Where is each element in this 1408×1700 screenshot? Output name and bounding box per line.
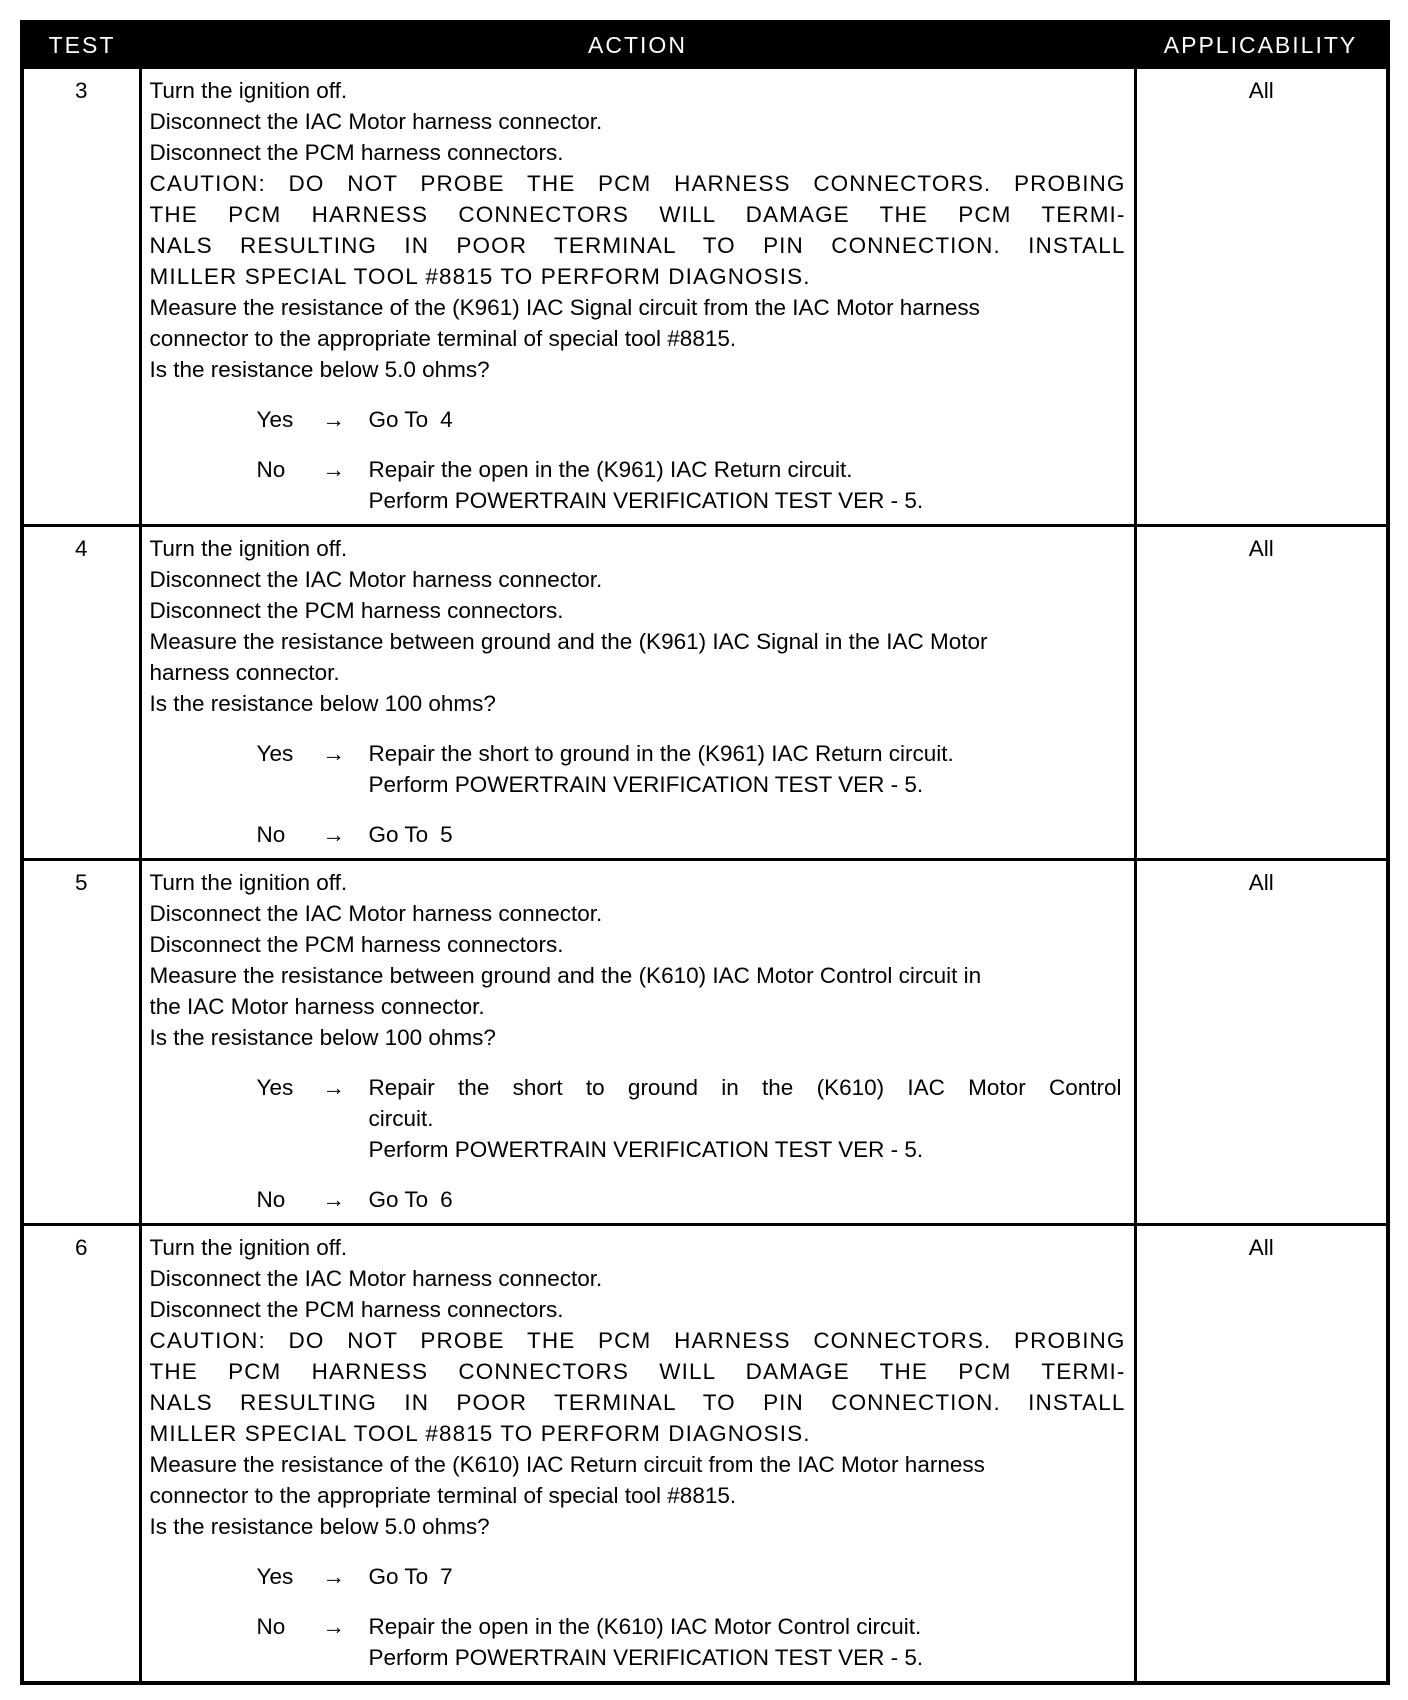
action-step: Turn the ignition off. [149,870,348,895]
verification-instruction: Perform POWERTRAIN VERIFICATION TEST VER - 5. [368,1137,924,1162]
yes-label: Yes [256,1564,294,1589]
no-answer [150,1611,1126,1673]
no-answer [150,819,1126,850]
caution-line: CAUTION: DO NOT PROBE THE PCM HARNESS CONNECTORS. PROBING [149,1328,1126,1353]
verification-instruction: Perform POWERTRAIN VERIFICATION TEST VER - 5. [368,1645,924,1670]
measure-instruction: Measure the resistance of the (K610) IAC Return circuit from the IAC Motor harness [149,1452,985,1477]
arrow-icon: → [322,1187,345,1212]
table-row-test-5 [22,860,1388,1225]
arrow-icon: → [322,1075,345,1100]
no-result [369,819,1126,850]
measure-instruction: the IAC Motor harness connector. [149,994,485,1019]
action-step: Disconnect the IAC Motor harness connector. [149,109,603,134]
test-question: Is the resistance below 5.0 ohms? [149,1514,490,1539]
yes-answer [150,1072,1126,1165]
header-action: ACTION [140,22,1135,68]
yes-answer [150,1561,1126,1592]
action-step: Disconnect the IAC Motor harness connector. [149,1266,603,1291]
repair-instruction: Repair the open in the (K610) IAC Motor Control circuit. [368,1614,922,1639]
arrow-icon: → [322,822,345,847]
repair-instruction-cont: circuit. [368,1106,434,1131]
test-number: 6 [22,1225,140,1684]
test-number: 3 [22,68,140,526]
action-step: Disconnect the PCM harness connectors. [149,140,564,165]
no-result [369,454,1126,516]
goto-text: Go To [368,1564,429,1589]
goto-text: Go To [368,822,429,847]
action-cell [140,68,1135,526]
table-row-test-4 [22,526,1388,860]
yes-label: Yes [256,741,294,766]
answer-block [150,1072,1126,1215]
arrow-icon: → [322,457,345,482]
yes-result [369,738,1126,800]
goto-text: Go To [368,1187,429,1212]
caution-line: NALS RESULTING IN POOR TERMINAL TO PIN CONNECTION. INSTALL [149,1390,1126,1415]
action-step: Disconnect the PCM harness connectors. [149,1297,564,1322]
test-number: 4 [22,526,140,860]
action-cell [140,1225,1135,1684]
caution-line: MILLER SPECIAL TOOL #8815 TO PERFORM DIAGNOSIS. [149,1421,811,1446]
test-question: Is the resistance below 100 ohms? [149,691,496,716]
test-question: Is the resistance below 100 ohms? [149,1025,496,1050]
action-step: Disconnect the PCM harness connectors. [149,932,564,957]
measure-instruction: Measure the resistance between ground and the (K961) IAC Signal in the IAC Motor [149,629,988,654]
no-result [369,1184,1126,1215]
yes-result [369,404,1126,435]
yes-label: Yes [256,407,294,432]
repair-instruction: Repair the short to ground in the (K610) IAC Motor Control [368,1075,1122,1100]
goto-target: 5 [440,822,453,847]
table-row-test-6 [22,1225,1388,1684]
action-cell [140,860,1135,1225]
answer-block [150,1561,1126,1673]
verification-instruction: Perform POWERTRAIN VERIFICATION TEST VER - 5. [368,772,924,797]
repair-instruction: Repair the short to ground in the (K961) IAC Return circuit. [368,741,954,766]
no-result [369,1611,1126,1673]
yes-answer [150,738,1126,800]
answer-block [150,404,1126,516]
diagnostic-procedure-sheet [20,20,1386,1685]
applicability-value: All [1135,68,1388,526]
action-step: Turn the ignition off. [149,1235,348,1260]
caution-line: THE PCM HARNESS CONNECTORS WILL DAMAGE THE PCM TERMI- [149,202,1126,227]
goto-target: 6 [440,1187,453,1212]
yes-result [369,1561,1126,1592]
yes-answer [150,404,1126,435]
arrow-icon: → [322,1564,345,1589]
no-answer [150,1184,1126,1215]
action-step: Disconnect the IAC Motor harness connector. [149,901,603,926]
arrow-icon: → [322,741,345,766]
action-step: Disconnect the IAC Motor harness connector. [149,567,603,592]
repair-instruction: Repair the open in the (K961) IAC Return circuit. [368,457,853,482]
measure-instruction: connector to the appropriate terminal of special tool #8815. [149,1483,737,1508]
caution-line: CAUTION: DO NOT PROBE THE PCM HARNESS CONNECTORS. PROBING [149,171,1126,196]
no-answer [150,454,1126,516]
answer-block [150,738,1126,850]
action-cell [140,526,1135,860]
caution-line: NALS RESULTING IN POOR TERMINAL TO PIN CONNECTION. INSTALL [149,233,1126,258]
measure-instruction: Measure the resistance between ground and the (K610) IAC Motor Control circuit in [149,963,982,988]
test-question: Is the resistance below 5.0 ohms? [149,357,490,382]
verification-instruction: Perform POWERTRAIN VERIFICATION TEST VER - 5. [368,488,924,513]
no-label: No [256,822,286,847]
caution-line: THE PCM HARNESS CONNECTORS WILL DAMAGE THE PCM TERMI- [149,1359,1126,1384]
measure-instruction: harness connector. [149,660,340,685]
applicability-value: All [1135,1225,1388,1684]
yes-result [369,1072,1126,1165]
applicability-value: All [1135,860,1388,1225]
applicability-value: All [1135,526,1388,860]
action-step: Turn the ignition off. [149,536,348,561]
arrow-icon: → [322,407,345,432]
action-step: Turn the ignition off. [149,78,348,103]
measure-instruction: Measure the resistance of the (K961) IAC Signal circuit from the IAC Motor harness [149,295,980,320]
goto-text: Go To [368,407,429,432]
test-number: 5 [22,860,140,1225]
diagnostic-test-table [20,20,1390,1685]
table-row-test-3 [22,68,1388,526]
yes-label: Yes [256,1075,294,1100]
goto-target: 4 [440,407,453,432]
table-header-row [22,22,1388,68]
caution-line: MILLER SPECIAL TOOL #8815 TO PERFORM DIAGNOSIS. [149,264,811,289]
goto-target: 7 [440,1564,453,1589]
no-label: No [256,457,286,482]
header-test: TEST [22,22,140,68]
arrow-icon: → [322,1614,345,1639]
no-label: No [256,1614,286,1639]
action-step: Disconnect the PCM harness connectors. [149,598,564,623]
no-label: No [256,1187,286,1212]
measure-instruction: connector to the appropriate terminal of special tool #8815. [149,326,737,351]
header-applicability: APPLICABILITY [1135,22,1388,68]
